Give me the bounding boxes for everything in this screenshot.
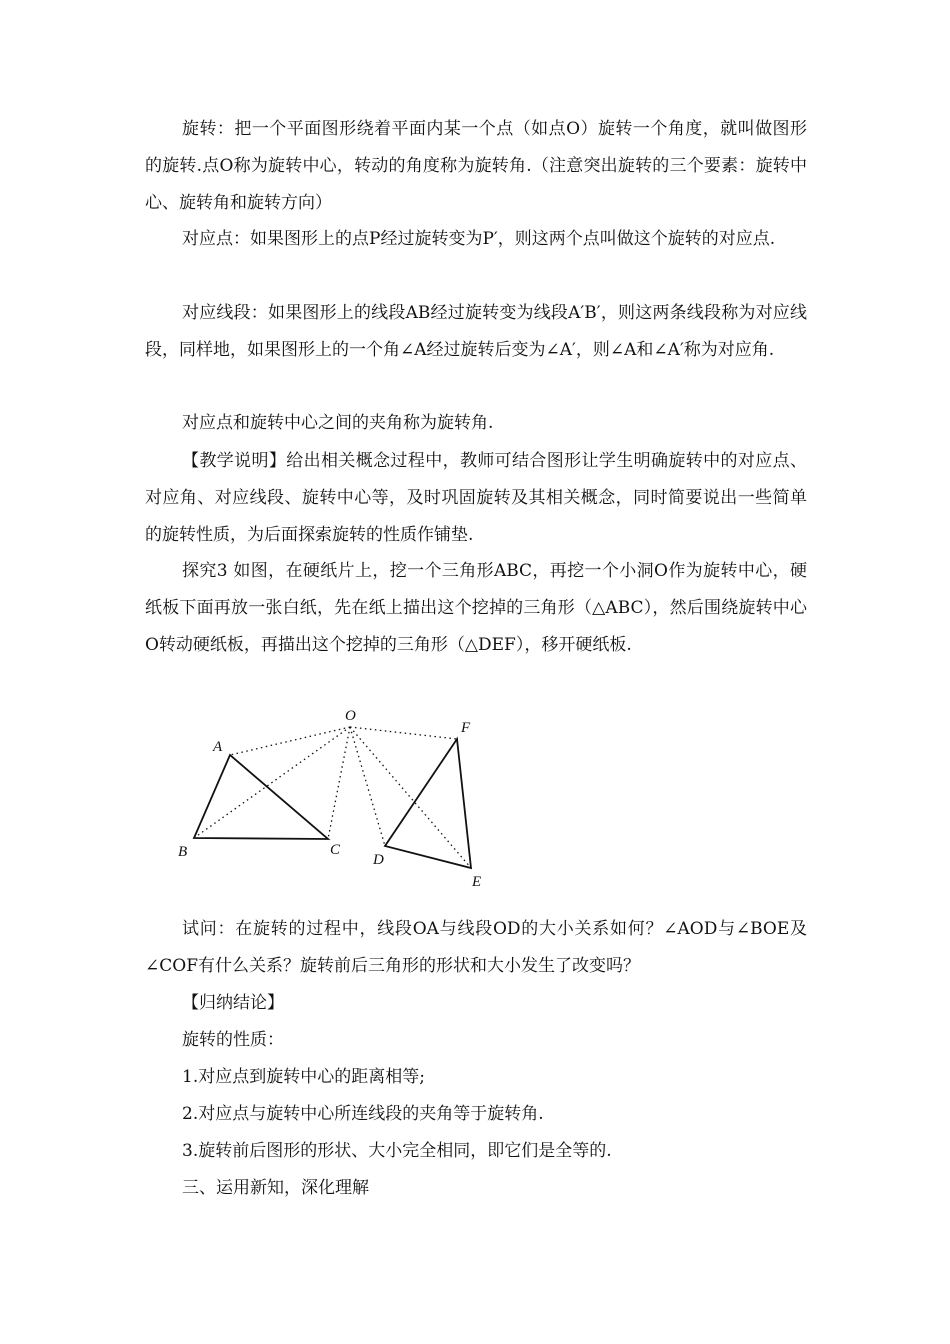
corresponding-point-paragraph: 对应点：如果图形上的点P经过旋转变为P′，则这两个点叫做这个旋转的对应点. (182, 229, 776, 249)
conclusion-subheading: 旋转的性质： (182, 1030, 284, 1050)
rotation-angle-paragraph: 对应点和旋转中心之间的夹角称为旋转角. (182, 413, 494, 433)
label-F: F (461, 720, 471, 736)
conclusion-item-1: 1.对应点到旋转中心的距离相等; (182, 1067, 425, 1087)
label-D: D (373, 852, 384, 868)
label-B: B (178, 844, 188, 860)
segment-OD (350, 727, 385, 846)
label-C: C (330, 842, 341, 858)
triangle-ABC (194, 755, 328, 839)
segment-OA (230, 727, 350, 755)
explore3-paragraph: 探究3 如图，在硬纸片上，挖一个三角形ABC，再挖一个小洞O作为旋转中心，硬纸板下面再放一张白纸，先在纸上描出这个挖掉的三角形（△ABC），然后围绕旋转中心O转动硬纸板，再描出这个挖掉的三角形（△DEF），移开硬纸板. (145, 561, 807, 655)
conclusion-item-3: 3.旋转前后图形的形状、大小完全相同，即它们是全等的. (182, 1141, 612, 1161)
triangle-DEF (385, 739, 471, 868)
conclusion-item-2: 2.对应点与旋转中心所连线段的夹角等于旋转角. (182, 1104, 544, 1124)
label-A: A (213, 739, 223, 755)
rotation-figure (168, 700, 508, 896)
label-O: O (345, 708, 356, 724)
question-paragraph: 试问：在旋转的过程中，线段OA与线段OD的大小关系如何？∠AOD与∠BOE及∠COF有什么关系？旋转前后三角形的形状和大小发生了改变吗？ (145, 919, 807, 976)
conclusion-heading: 【归纳结论】 (182, 993, 284, 1013)
segment-OE (350, 727, 471, 868)
segment-OC (328, 727, 350, 839)
rotation-definition-paragraph: 旋转：把一个平面图形绕着平面内某一个点（如点O）旋转一个角度，就叫做图形的旋转.点O称为旋转中心，转动的角度称为旋转角.（注意突出旋转的三个要素：旋转中心、旋转角和旋转方向） (145, 119, 807, 213)
teaching-note-paragraph: 【教学说明】给出相关概念过程中，教师可结合图形让学生明确旋转中的对应点、对应角、对应线段、旋转中心等，及时巩固旋转及其相关概念，同时简要说出一些简单的旋转性质，为后面探索旋转的性质作铺垫. (145, 451, 807, 545)
corresponding-segment-paragraph: 对应线段：如果图形上的线段AB经过旋转变为线段A′B′，则这两条线段称为对应线段，同样地，如果图形上的一个角∠A经过旋转后变为∠A′，则∠A和∠A′称为对应角. (145, 303, 807, 360)
section-title: 三、运用新知，深化理解 (182, 1178, 369, 1198)
label-E: E (472, 874, 482, 890)
segment-OF (350, 727, 457, 739)
